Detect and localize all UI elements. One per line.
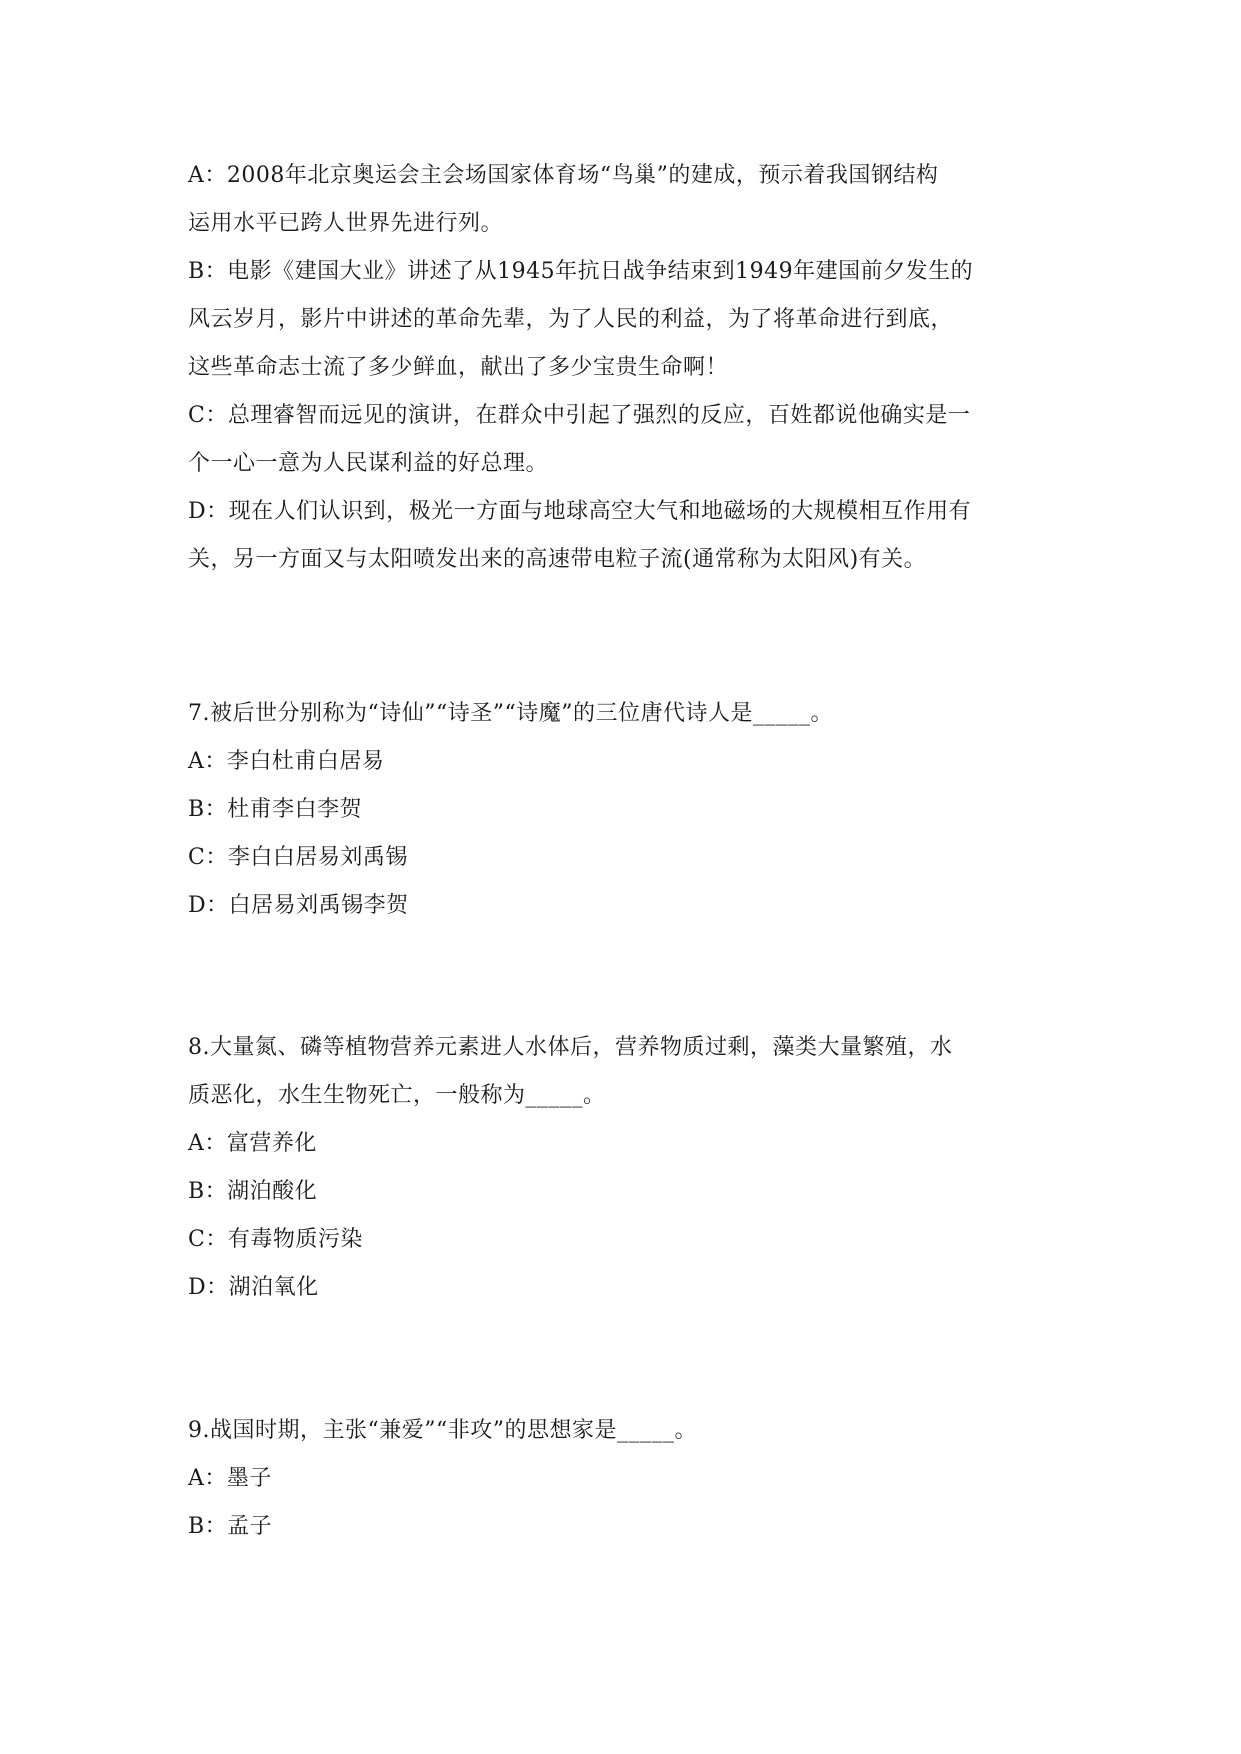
q8-option-a: A：富营养化 [188,1131,317,1156]
q7-option-d: D：白居易刘禹锡李贺 [188,893,409,918]
question-stem: 8.大量氮、磷等植物营养元素进人水体后，营养物质过剩，藻类大量繁殖，水 [188,1035,953,1060]
q6-option-a [188,152,1058,248]
q6-option-c [188,392,1058,488]
text-line: 个一心一意为人民谋利益的好总理。 [188,451,549,476]
text-line: 这些革命志士流了多少鲜血，献出了多少宝贵生命啊！ [188,355,729,380]
text-line: B：电影《建国大业》讲述了从1945年抗日战争结束到1949年建国前夕发生的 [188,259,974,284]
text-line: D：现在人们认识到，极光一方面与地球高空大气和地磁场的大规模相互作用有 [188,499,972,524]
question-7 [188,690,1058,930]
text-line: A：2008年北京奥运会主会场国家体育场“鸟巢”的建成，预示着我国钢结构 [188,163,939,188]
text-line: 风云岁月，影片中讲述的革命先辈，为了人民的利益，为了将革命进行到底， [188,307,954,332]
q8-option-c: C：有毒物质污染 [188,1227,363,1252]
question-stem: 质恶化，水生生物死亡，一般称为_____。 [188,1083,606,1108]
question-9 [188,1407,1058,1551]
question-8 [188,1024,1058,1312]
q9-option-a: A：墨子 [188,1466,272,1491]
q7-option-a: A：李白杜甫白居易 [188,749,385,774]
q6-option-b [188,248,1058,392]
document-page [188,152,1058,1551]
q8-option-b: B：湖泊酸化 [188,1179,318,1204]
q8-option-d: D：湖泊氧化 [188,1275,319,1300]
question-stem: 9.战国时期，主张“兼爱”“非攻”的思想家是_____。 [188,1418,697,1443]
text-line: C：总理睿智而远见的演讲，在群众中引起了强烈的反应，百姓都说他确实是一 [188,403,971,428]
q6-option-d [188,488,1058,584]
q7-option-c: C：李白白居易刘禹锡 [188,845,408,870]
question-stem: 7.被后世分别称为“诗仙”“诗圣”“诗魔”的三位唐代诗人是_____。 [188,701,833,726]
q9-option-b: B：孟子 [188,1514,273,1539]
text-line: 运用水平已跨人世界先进行列。 [188,211,504,236]
q7-option-b: B：杜甫李白李贺 [188,797,363,822]
text-line: 关，另一方面又与太阳喷发出来的高速带电粒子流(通常称为太阳风)有关。 [188,547,927,572]
